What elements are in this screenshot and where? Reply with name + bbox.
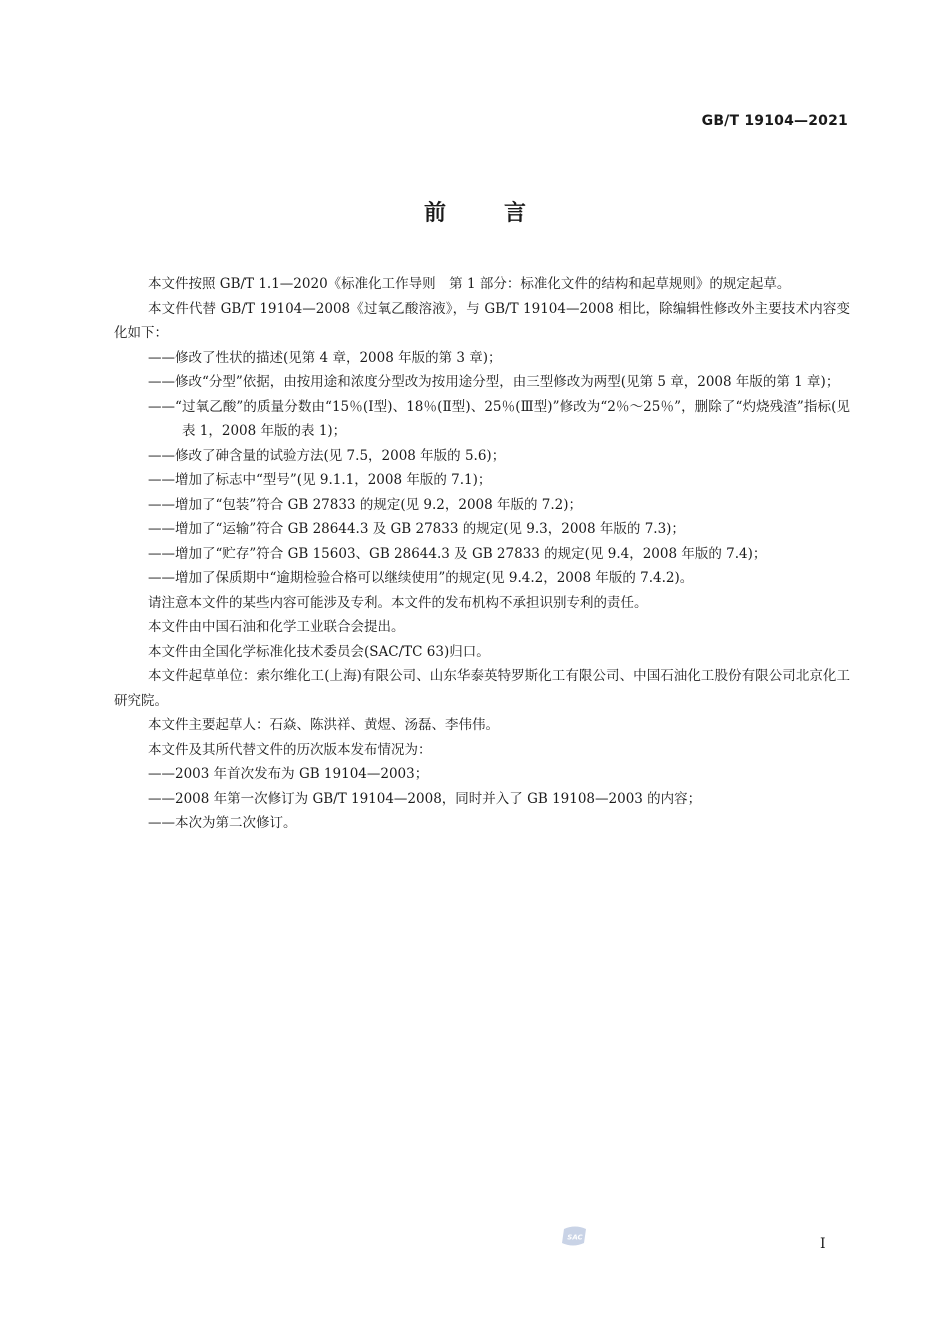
paragraph-committee: 本文件由全国化学标准化技术委员会(SAC/TC 63)归口。 bbox=[148, 643, 490, 660]
list-item: ——增加了“贮存”符合 GB 15603、GB 28644.3 及 GB 27833 的规定(见 9.4，2008 年版的 7.4)； bbox=[148, 545, 767, 562]
list-item: ——增加了标志中“型号”(见 9.1.1，2008 年版的 7.1)； bbox=[148, 472, 492, 488]
paragraph-drafters: 本文件主要起草人：石焱、陈洪祥、黄煜、汤磊、李伟伟。 bbox=[148, 717, 499, 733]
sac-logo-icon bbox=[560, 1225, 590, 1247]
list-item: ——修改“分型”依据，由按用途和浓度分型改为按用途分型，由三型修改为两型(见第 5 章，2008 年版的第 1 章)； bbox=[148, 374, 840, 390]
paragraph-replacement: 本文件代替 GB/T 19104—2008《过氧乙酸溶液》，与 GB/T 19104—2008 相比，除编辑性修改外主要技术内容变化如下： bbox=[114, 300, 850, 341]
list-item: ——修改了性状的描述(见第 4 章，2008 年版的第 3 章)； bbox=[148, 349, 502, 366]
paragraph-proposer: 本文件由中国石油和化学工业联合会提出。 bbox=[148, 619, 405, 635]
svg-text:SAC: SAC bbox=[567, 1233, 583, 1242]
paragraph-patent-notice: 请注意本文件的某些内容可能涉及专利。本文件的发布机构不承担识别专利的责任。 bbox=[148, 594, 648, 611]
list-item: ——“过氧乙酸”的质量分数由“15％(Ⅰ型)、18％(Ⅱ型)、25％(Ⅲ型)”修改为“2％～25％”，删除了“灼烧残渣”指标(见表 1，2008 年版的表 1)； bbox=[148, 398, 850, 439]
page-title: 前言 bbox=[423, 201, 584, 226]
page-number: I bbox=[820, 1236, 826, 1252]
list-item: ——增加了“运输”符合 GB 28644.3 及 GB 27833 的规定(见 9.3，2008 年版的 7.3)； bbox=[148, 521, 685, 537]
list-item: ——2003 年首次发布为 GB 19104—2003； bbox=[148, 766, 429, 782]
list-item: ——增加了“包装”符合 GB 27833 的规定(见 9.2，2008 年版的 7.2)； bbox=[148, 496, 583, 513]
standard-code: GB/T 19104—2021 bbox=[701, 113, 848, 129]
paragraph-drafting-rules: 本文件按照 GB/T 1.1—2020《标准化工作导则 第 1 部分：标准化文件的结构和起草规则》的规定起草。 bbox=[148, 276, 791, 292]
paragraph-history-intro: 本文件及其所代替文件的历次版本发布情况为： bbox=[148, 741, 432, 758]
list-item: ——本次为第二次修订。 bbox=[148, 815, 297, 831]
list-item: ——修改了砷含量的试验方法(见 7.5，2008 年版的 5.6)； bbox=[148, 447, 506, 464]
document-body bbox=[114, 272, 850, 836]
list-item: ——增加了保质期中“逾期检验合格可以继续使用”的规定(见 9.4.2，2008 年版的 7.4.2)。 bbox=[148, 570, 694, 586]
paragraph-drafting-units: 本文件起草单位：索尔维化工(上海)有限公司、山东华泰英特罗斯化工有限公司、中国石油化工股份有限公司北京化工研究院。 bbox=[114, 668, 850, 709]
list-item: ——2008 年第一次修订为 GB/T 19104—2008，同时并入了 GB 19108—2003 的内容； bbox=[148, 790, 702, 807]
